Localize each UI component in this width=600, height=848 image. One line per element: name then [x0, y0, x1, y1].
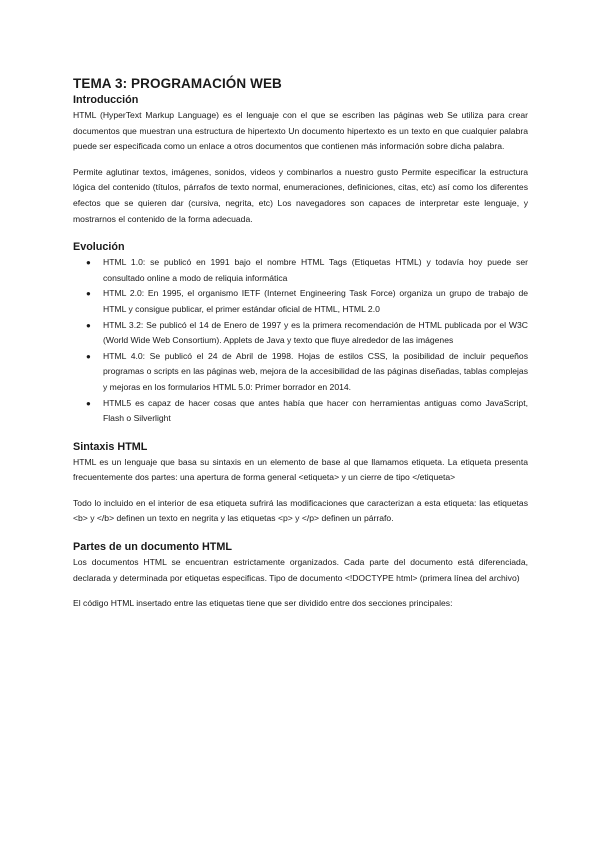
- bullet-icon: ●: [86, 398, 91, 408]
- intro-paragraph-2: Permite aglutinar textos, imágenes, sonidos, videos y combinarlos a nuestro gusto Permite especificar la estructura lógica del contenido (títulos, párrafos de texto normal, enumeraciones, definiciones, citas, etc) así como los diferentes efectos que se quieren dar (cursiva, negrita, etc) Los navegadores son capaces de interpretar este lenguaje, y mostrarnos el contenido de la forma adecuada.: [73, 166, 528, 224]
- partes-paragraph-2: El código HTML insertado entre las etiquetas tiene que ser dividido entre dos secciones principales:: [73, 598, 453, 609]
- list-item: ● HTML5 es capaz de hacer cosas que antes había que hacer con herramientas antiguas como JavaScript, Flash o Silverlight: [86, 397, 528, 424]
- bullet-icon: ●: [86, 351, 91, 361]
- document-page: [73, 76, 528, 612]
- evolucion-list: [73, 255, 528, 427]
- partes-paragraph-1: Los documentos HTML se encuentran estrictamente organizados. Cada parte del documento está diferenciada, declarada y determinada por etiquetas especificas. Tipo de documento <!DOCTYPE html> (primera línea del archivo): [73, 557, 528, 583]
- bullet-icon: ●: [86, 258, 91, 268]
- sintaxis-paragraph-1: HTML es un lenguaje que basa su sintaxis en un elemento de base al que llamamos etiqueta. La etiqueta presenta frecuentemente dos partes: una apertura de forma general <etiqueta> y un cierre de tipo </etiqueta>: [73, 456, 528, 483]
- section-heading-partes: Partes de un documento HTML: [73, 541, 232, 554]
- intro-paragraph-1: HTML (HyperText Markup Language) es el lenguaje con el que se escriben las páginas web Se utiliza para crear documentos que muestran una estructura de hipertexto Un documento hipertexto es un texto en que cualquier palabra puede ser especificada como un enlace a otros documentos que contienen más información sobre dicha palabra.: [73, 110, 528, 152]
- section-heading-evolucion: Evolución: [73, 241, 125, 254]
- sintaxis-paragraph-2: Todo lo incluido en el interior de esa etiqueta sufrirá las modificaciones que caracterizan a esta etiqueta: las etiquetas <b> y </b> definen un texto en negrita y las etiquetas <p> y </p> definen un párrafo.: [73, 497, 528, 524]
- list-item: ● HTML 2.0: En 1995, el organismo IETF (Internet Engineering Task Force) organiza un grupo de trabajo de HTML y consigue publicar, el primer estándar oficial de HTML, HTML 2.0: [86, 288, 528, 314]
- list-item: ● HTML 3.2: Se publicó el 14 de Enero de 1997 y es la primera recomendación de HTML publicada por el W3C (World Wide Web Consortium). Applets de Java y texto que fluye alrededor de las imágenes: [86, 319, 528, 346]
- list-item: ● HTML 1.0: se publicó en 1991 bajo el nombre HTML Tags (Etiquetas HTML) y todavía hoy puede ser consultado online a modo de reliquia informática: [86, 257, 528, 283]
- bullet-icon: ●: [86, 320, 91, 330]
- page-title: TEMA 3: PROGRAMACIÓN WEB: [73, 76, 282, 91]
- list-item: ● HTML 4.0: Se publicó el 24 de Abril de 1998. Hojas de estilos CSS, la posibilidad de incluir pequeños programas o scripts en las páginas web, mejora de la accesibilidad de las páginas diseñadas, tablas complejas y mejoras en los formularios HTML 5.0: Primer borrador en 2014.: [86, 350, 528, 392]
- section-heading-introduccion: Introducción: [73, 94, 139, 106]
- section-heading-sintaxis: Sintaxis HTML: [73, 440, 148, 453]
- bullet-icon: ●: [86, 289, 91, 299]
